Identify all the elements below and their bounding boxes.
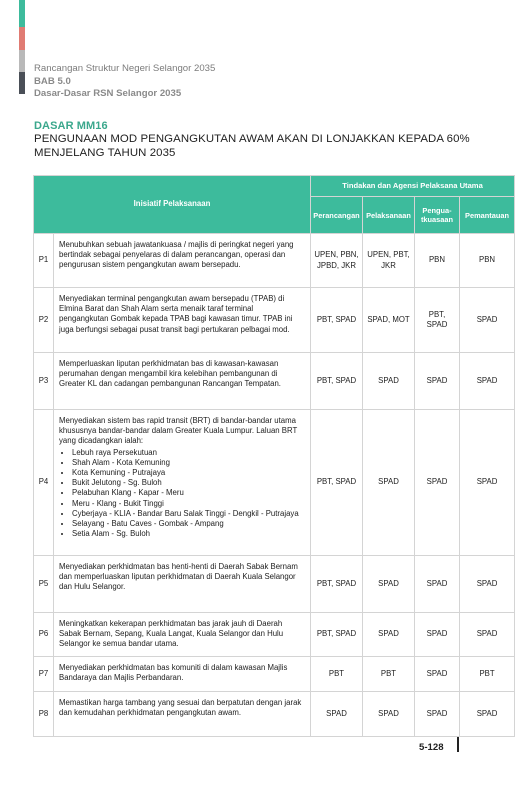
chapter-title: Dasar-Dasar RSN Selangor 2035 xyxy=(34,88,182,100)
list-item: • Meru - Klang - Bukit Tinggi xyxy=(72,499,302,509)
row-description: Meningkatkan kekerapan perkhidmatan bas jarak jauh di Daerah Sabak Bernam, Sepang, Kuala Langat, Kuala Selangor dan Hulu Selangor ke semua bandar utama. xyxy=(54,613,311,657)
accent-bar-dark xyxy=(19,72,25,94)
table-row xyxy=(34,234,515,288)
header-pelaksanaan: Pelaksanaan xyxy=(363,197,415,234)
row-id: P7 xyxy=(34,656,54,691)
cell-pemantauan: SPAD xyxy=(460,353,515,410)
cell-pemantauan: PBT xyxy=(460,656,515,691)
cell-pelaksanaan: SPAD xyxy=(363,691,415,736)
page-number-divider xyxy=(457,737,459,752)
cell-perancangan: PBT, SPAD xyxy=(311,556,363,613)
list-item: • Kota Kemuning - Putrajaya xyxy=(72,468,302,478)
row-description xyxy=(54,410,311,556)
list-item: • Selayang - Batu Caves - Gombak - Ampang xyxy=(72,519,302,529)
row-description: Menyediakan perkhidmatan bas henti-henti di Daerah Sabak Bernam dan memperluaskan liputan perkhidmatan di Daerah Kuala Selangor dan Hulu Selangor. xyxy=(54,556,311,613)
cell-pemantauan: SPAD xyxy=(460,556,515,613)
cell-pemantauan: SPAD xyxy=(460,410,515,556)
brt-route-list xyxy=(59,448,302,540)
cell-pelaksanaan: SPAD, MOT xyxy=(363,288,415,353)
list-item: • Pelabuhan Klang - Kapar - Meru xyxy=(72,488,302,498)
cell-pemantauan: SPAD xyxy=(460,288,515,353)
cell-penguatkuasaan: PBT, SPAD xyxy=(415,288,460,353)
cell-perancangan: PBT, SPAD xyxy=(311,288,363,353)
cell-pelaksanaan: PBT xyxy=(363,656,415,691)
cell-perancangan: PBT, SPAD xyxy=(311,410,363,556)
cell-penguatkuasaan: SPAD xyxy=(415,556,460,613)
row-description: Memperluaskan liputan perkhidmatan bas di kawasan-kawasan perumahan dengan mengambil kira kelebihan pembangunan di Greater KL dan cadangan pembangunan Rancangan Tempatan. xyxy=(54,353,311,410)
table-row xyxy=(34,353,515,410)
table-row xyxy=(34,556,515,613)
row-id: P4 xyxy=(34,410,54,556)
row-id: P8 xyxy=(34,691,54,736)
row-description: Menubuhkan sebuah jawatankuasa / majlis di peringkat negeri yang bertindak sebagai penyelaras di dalam perancangan, operasi dan pengurusan sistem pengangkutan awam bersepadu. xyxy=(54,234,311,288)
page-number: 5-128 xyxy=(419,742,444,753)
header-perancangan: Perancangan xyxy=(311,197,363,234)
running-header xyxy=(34,63,215,101)
list-item: • Setia Alam - Sg. Buloh xyxy=(72,529,302,539)
cell-pemantauan: SPAD xyxy=(460,613,515,657)
cell-pemantauan: PBN xyxy=(460,234,515,288)
document-title: Rancangan Struktur Negeri Selangor 2035 xyxy=(34,63,216,74)
accent-bar-red xyxy=(19,27,25,50)
implementation-table xyxy=(33,175,515,737)
cell-pelaksanaan: SPAD xyxy=(363,613,415,657)
cell-perancangan: UPEN, PBN, JPBD, JKR xyxy=(311,234,363,288)
cell-penguatkuasaan: SPAD xyxy=(415,353,460,410)
cell-penguatkuasaan: SPAD xyxy=(415,691,460,736)
header-pemantauan: Pemantauan xyxy=(460,197,515,234)
cell-pelaksanaan: SPAD xyxy=(363,353,415,410)
table-row xyxy=(34,691,515,736)
cell-penguatkuasaan: SPAD xyxy=(415,656,460,691)
row-id: P6 xyxy=(34,613,54,657)
table-row xyxy=(34,656,515,691)
row-description: Menyediakan perkhidmatan bas komuniti di dalam kawasan Majlis Bandaraya dan Majlis Perbandaran. xyxy=(54,656,311,691)
header-initiative: Inisiatif Pelaksanaan xyxy=(34,176,311,234)
table-row xyxy=(34,288,515,353)
policy-title: PENGUNAAN MOD PENGANGKUTAN AWAM AKAN DI LONJAKKAN KEPADA 60% MENJELANG TAHUN 2035 xyxy=(34,133,470,159)
list-item: • Bukit Jelutong - Sg. Buloh xyxy=(72,478,302,488)
row-id: P5 xyxy=(34,556,54,613)
table-row xyxy=(34,613,515,657)
header-penguatkuasaan: Pengua-tkuasaan xyxy=(415,197,460,234)
cell-perancangan: SPAD xyxy=(311,691,363,736)
header-agency: Tindakan dan Agensi Pelaksana Utama xyxy=(311,176,515,197)
cell-perancangan: PBT, SPAD xyxy=(311,613,363,657)
cell-pelaksanaan: SPAD xyxy=(363,556,415,613)
list-item: • Shah Alam - Kota Kemuning xyxy=(72,458,302,468)
row-description: Memastikan harga tambang yang sesuai dan berpatutan dengan jarak dan kemudahan perkhidmatan pengangkutan awam. xyxy=(54,691,311,736)
cell-pemantauan: SPAD xyxy=(460,691,515,736)
policy-code: DASAR MM16 xyxy=(34,120,108,132)
cell-penguatkuasaan: PBN xyxy=(415,234,460,288)
accent-bar-grey xyxy=(19,50,25,72)
row-description-text: Menyediakan sistem bas rapid transit (BRT) di bandar-bandar utama khususnya bandar-bandar dalam Greater Kuala Lumpur. Laluan BRT yang dicadangkan ialah: xyxy=(59,416,298,446)
accent-bar-green xyxy=(19,0,25,27)
table-row xyxy=(34,410,515,556)
row-description: Menyediakan terminal pengangkutan awam bersepadu (TPAB) di Elmina Barat dan Shah Alam serta menaik taraf terminal pengangkutan Gombak kepada TPAB bagi kawasan timur. TPAB ini juga berfungsi sebagai pusat transit bagi pertukaran pelbagai mod. xyxy=(54,288,311,353)
cell-pelaksanaan: SPAD xyxy=(363,410,415,556)
row-id: P3 xyxy=(34,353,54,410)
cell-penguatkuasaan: SPAD xyxy=(415,613,460,657)
row-id: P2 xyxy=(34,288,54,353)
row-id: P1 xyxy=(34,234,54,288)
cell-pelaksanaan: UPEN, PBT, JKR xyxy=(363,234,415,288)
cell-perancangan: PBT, SPAD xyxy=(311,353,363,410)
cell-perancangan: PBT xyxy=(311,656,363,691)
chapter-number: BAB 5.0 xyxy=(34,75,71,87)
cell-penguatkuasaan: SPAD xyxy=(415,410,460,556)
list-item: • Cyberjaya - KLIA - Bandar Baru Salak Tinggi - Dengkil - Putrajaya xyxy=(72,509,302,519)
list-item: • Lebuh raya Persekutuan xyxy=(72,448,302,458)
